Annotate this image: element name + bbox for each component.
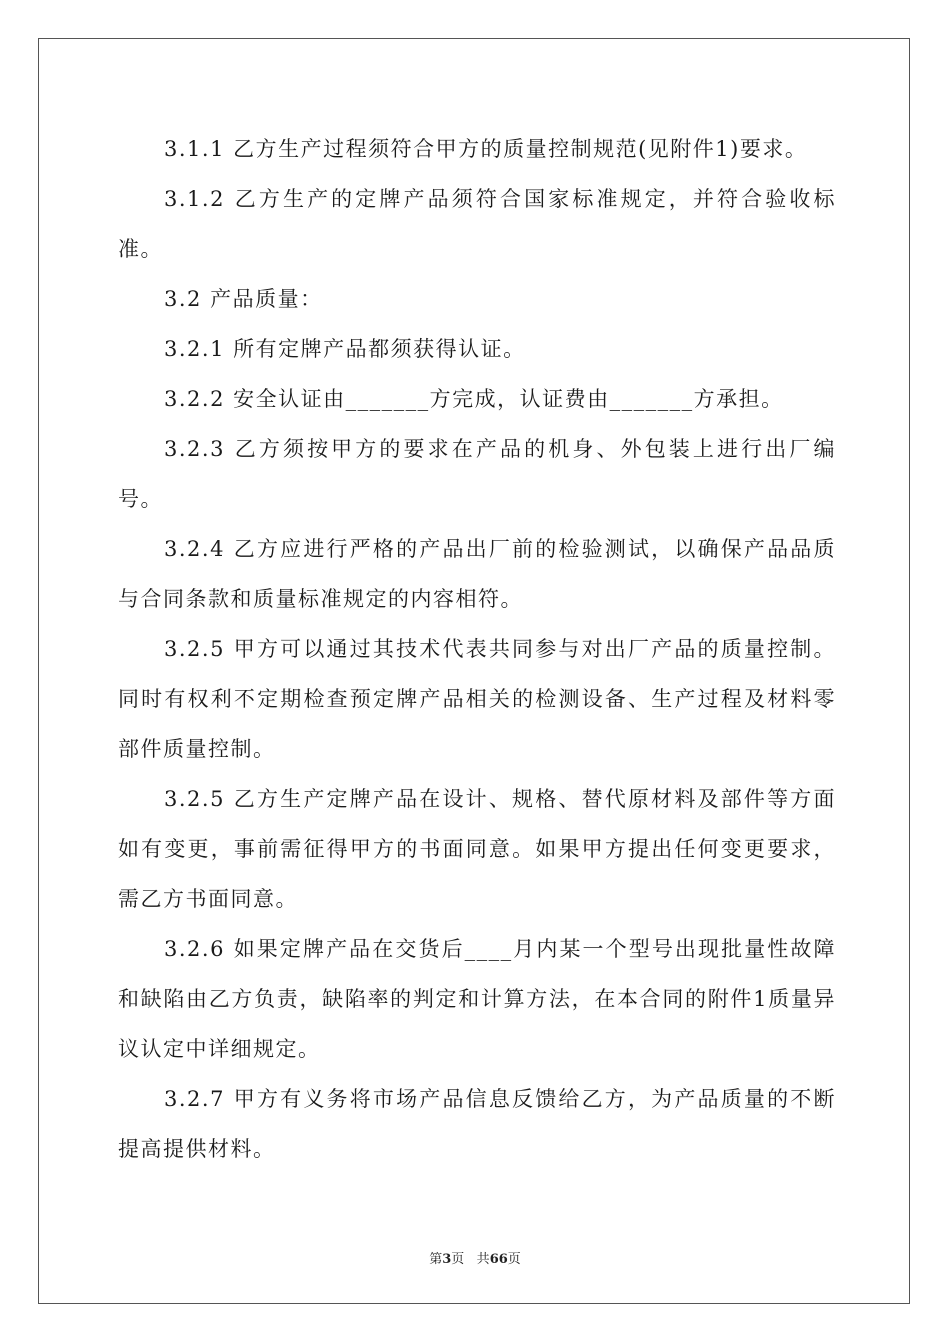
- total-prefix: 共: [476, 1252, 490, 1267]
- page-prefix: 第: [429, 1252, 443, 1267]
- page-footer: [0, 1248, 950, 1267]
- clause-3-2-2: 3.2.2 安全认证由_______方完成，认证费由_______方承担。: [164, 387, 784, 411]
- current-page-number: 3: [442, 1252, 452, 1267]
- clause-3-2-3: 3.2.3 乙方须按甲方的要求在产品的机身、外包装上进行出厂编号。: [118, 437, 836, 511]
- section-3-2-heading: 3.2 产品质量：: [164, 287, 323, 311]
- total-pages-number: 66: [489, 1252, 508, 1267]
- page-suffix: 页: [451, 1252, 465, 1267]
- total-suffix: 页: [507, 1252, 521, 1267]
- clause-3-2-4: 3.2.4 乙方应进行严格的产品出厂前的检验测试，以确保产品品质与合同条款和质量标准规定的内容相符。: [118, 537, 836, 611]
- clause-3-1-1: 3.1.1 乙方生产过程须符合甲方的质量控制规范(见附件1)要求。: [164, 137, 808, 161]
- document-body: [118, 124, 836, 1174]
- clause-3-2-6: 3.2.6 如果定牌产品在交货后____月内某一个型号出现批量性故障和缺陷由乙方负责，缺陷率的判定和计算方法，在本合同的附件1质量异议认定中详细规定。: [118, 937, 836, 1061]
- clause-3-2-7: 3.2.7 甲方有义务将市场产品信息反馈给乙方，为产品质量的不断提高提供材料。: [118, 1087, 836, 1161]
- clause-3-2-5-a: 3.2.5 甲方可以通过其技术代表共同参与对出厂产品的质量控制。同时有权利不定期检查预定牌产品相关的检测设备、生产过程及材料零部件质量控制。: [118, 637, 836, 761]
- clause-3-2-5-b: 3.2.5 乙方生产定牌产品在设计、规格、替代原材料及部件等方面如有变更，事前需征得甲方的书面同意。如果甲方提出任何变更要求，需乙方书面同意。: [118, 787, 836, 911]
- clause-3-2-1: 3.2.1 所有定牌产品都须获得认证。: [164, 337, 526, 361]
- clause-3-1-2: 3.1.2 乙方生产的定牌产品须符合国家标准规定，并符合验收标准。: [118, 187, 836, 261]
